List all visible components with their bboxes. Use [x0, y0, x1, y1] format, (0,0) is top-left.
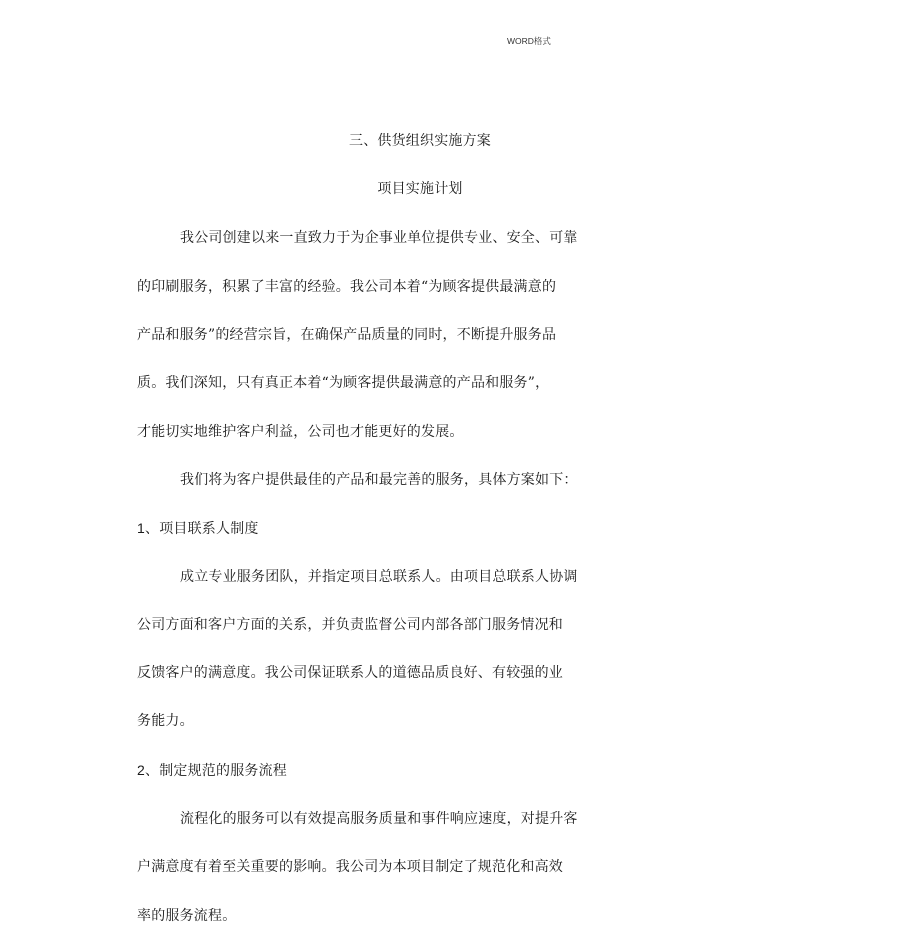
paragraph-line: 公司方面和客户方面的关系，并负责监督公司内部各部门服务情况和	[137, 617, 563, 633]
section-heading-2	[137, 763, 287, 778]
paragraph-line: 户满意度有着至关重要的影响。我公司为本项目制定了规范化和高效	[137, 859, 563, 875]
paragraph-line: 我公司创建以来一直致力于为企事业单位提供专业、安全、可靠	[180, 230, 578, 246]
paragraph-line: 我们将为客户提供最佳的产品和最完善的服务，具体方案如下：	[180, 472, 578, 488]
paragraph-line: 的印刷服务，积累了丰富的经验。我公司本着“为顾客提供最满意的	[137, 279, 557, 295]
section-heading-text: 、项目联系人制度	[145, 521, 259, 537]
document-title: 三、供货组织实施方案	[349, 133, 491, 149]
paragraph-line: 率的服务流程。	[137, 908, 237, 924]
section-number: 2	[137, 762, 145, 778]
paragraph-line: 反馈客户的满意度。我公司保证联系人的道德品质良好、有较强的业	[137, 665, 563, 681]
paragraph-line: 才能切实地维护客户利益，公司也才能更好的发展。	[137, 424, 464, 440]
header-note: WORD格式	[507, 36, 551, 46]
section-heading-text: 、制定规范的服务流程	[145, 763, 287, 779]
paragraph-line: 流程化的服务可以有效提高服务质量和事件响应速度，对提升客	[180, 811, 578, 827]
paragraph-line: 质。我们深知，只有真正本着“为顾客提供最满意的产品和服务”，	[137, 375, 550, 391]
section-heading-1	[137, 521, 259, 536]
section-number: 1	[137, 520, 145, 536]
paragraph-line: 务能力。	[137, 713, 194, 729]
paragraph-line: 成立专业服务团队，并指定项目总联系人。由项目总联系人协调	[180, 569, 578, 585]
paragraph-line: 产品和服务”的经营宗旨，在确保产品质量的同时，不断提升服务品	[137, 327, 557, 343]
document-subtitle: 项目实施计划	[377, 181, 463, 197]
